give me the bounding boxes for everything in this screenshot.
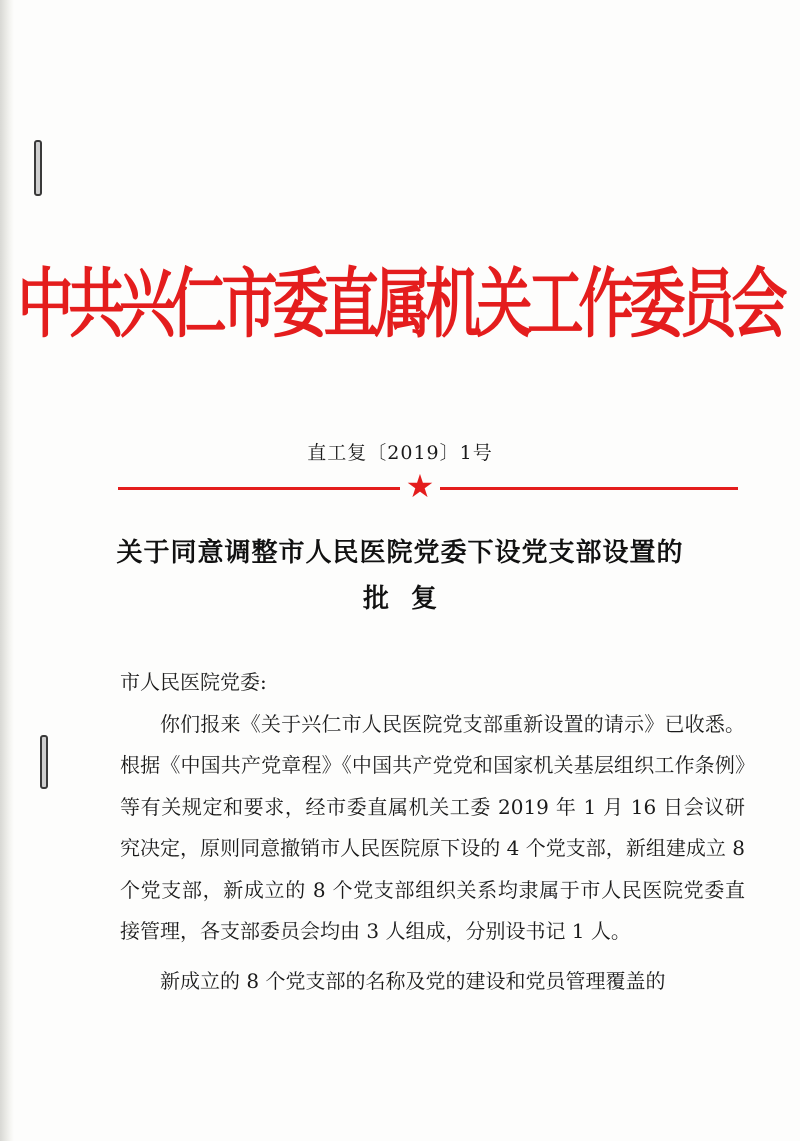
document-title-line2: 批复	[362, 584, 459, 614]
document-body	[120, 662, 745, 1002]
document-number: 直工复〔2019〕1号	[307, 442, 493, 464]
body-paragraph-2: 新成立的 8 个党支部的名称及党的建设和党员管理覆盖的	[160, 968, 666, 993]
staple-bottom	[40, 735, 48, 789]
document-title-line1: 关于同意调整市人民医院党委下设党支部设置的	[116, 538, 684, 568]
red-star-icon: ★	[405, 467, 435, 505]
salutation: 市人民医院党委:	[120, 670, 267, 694]
letterhead-org-name: 中共兴仁市委直属机关工作委员会	[17, 261, 783, 349]
staple-top	[34, 140, 42, 196]
body-paragraph-1: 你们报来《关于兴仁市人民医院党支部重新设置的请示》已收悉。根据《中国共产党章程》《中国共产党党和国家机关基层组织工作条例》等有关规定和要求，经市委直属机关工委 2019 年 1 月 16 日会议研究决定，原则同意撤销市人民医院原下设的 4 个党支部，新组建成立 8 个党支部，新成立的 8 个党支部组织关系均隶属于市人民医院党委直接管理，各支部委员会均由 3 人组成，分别设书记 1 人。	[120, 711, 745, 943]
paper-edge	[0, 0, 14, 1141]
red-divider-left	[118, 487, 400, 490]
red-divider-right	[440, 487, 738, 490]
